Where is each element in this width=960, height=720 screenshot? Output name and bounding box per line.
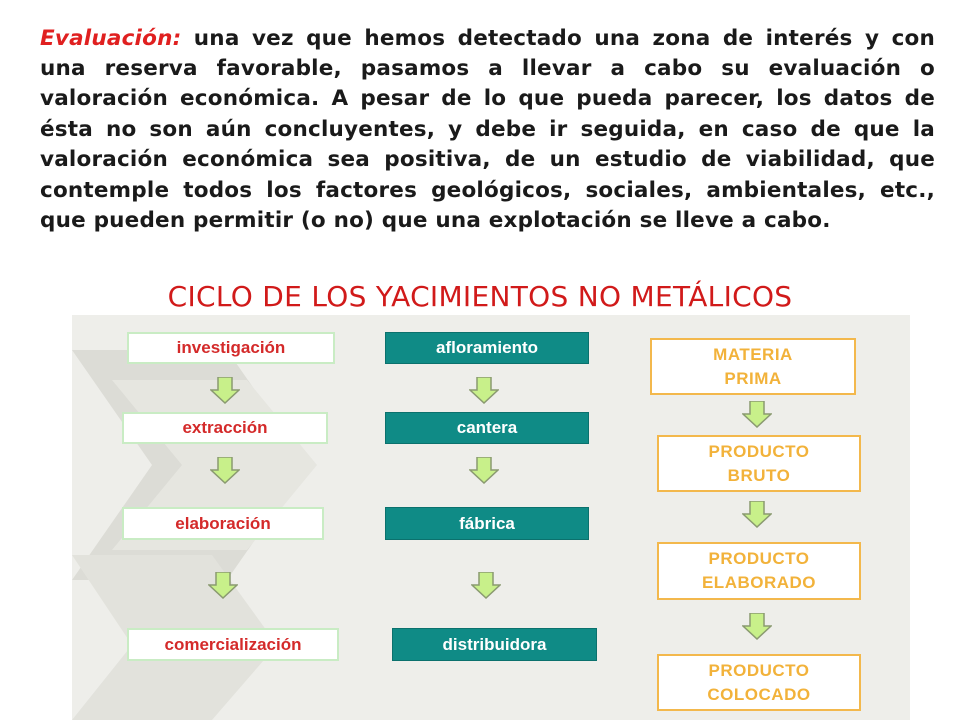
stage-elaboracion: elaboración — [122, 507, 324, 540]
product-line: BRUTO — [727, 465, 791, 485]
down-arrow-icon — [210, 377, 240, 404]
paragraph-lead: Evaluación: — [40, 25, 182, 51]
product-materia-prima — [650, 338, 856, 395]
product-line: COLOCADO — [707, 684, 811, 704]
product-colocado — [657, 654, 861, 711]
product-line: PRODUCTO — [708, 441, 810, 461]
down-arrow-icon — [469, 377, 499, 404]
evaluation-paragraph — [40, 24, 935, 237]
stage-investigacion: investigación — [127, 332, 335, 364]
down-arrow-icon — [210, 457, 240, 484]
product-line: PRIMA — [724, 368, 782, 388]
place-fabrica: fábrica — [385, 507, 589, 540]
product-bruto — [657, 435, 861, 492]
place-distribuidora: distribuidora — [392, 628, 597, 661]
down-arrow-icon — [471, 572, 501, 599]
product-line: MATERIA — [713, 344, 793, 364]
product-line: PRODUCTO — [708, 549, 810, 568]
down-arrow-icon — [742, 501, 772, 528]
diagram-panel — [72, 315, 910, 720]
product-line: PRODUCTO — [708, 660, 810, 680]
paragraph-body: una vez que hemos detectado una zona de interés y con una reserva favorable, pasamos a llevar a cabo su evaluación o valoración económica. A pesar de lo que pueda parecer, los datos de ésta no son aún concluyentes, y debe ir seguida, en caso de que la valoración económica sea positiva, de un estudio de viabilidad, que contemple todos los factores geológicos, sociales, ambientales, etc., que pueden permitir (o no) que una explotación se lleve a cabo. — [40, 25, 935, 233]
stage-extraccion: extracción — [122, 412, 328, 444]
down-arrow-icon — [742, 613, 772, 640]
stage-comercializacion: comercialización — [127, 628, 339, 661]
down-arrow-icon — [469, 457, 499, 484]
product-line: ELABORADO — [701, 573, 817, 592]
place-cantera: cantera — [385, 412, 589, 444]
place-afloramiento: afloramiento — [385, 332, 589, 364]
down-arrow-icon — [208, 572, 238, 599]
product-elaborado — [657, 542, 861, 600]
diagram-title: CICLO DE LOS YACIMIENTOS NO METÁLICOS — [167, 280, 793, 313]
down-arrow-icon — [742, 401, 772, 428]
